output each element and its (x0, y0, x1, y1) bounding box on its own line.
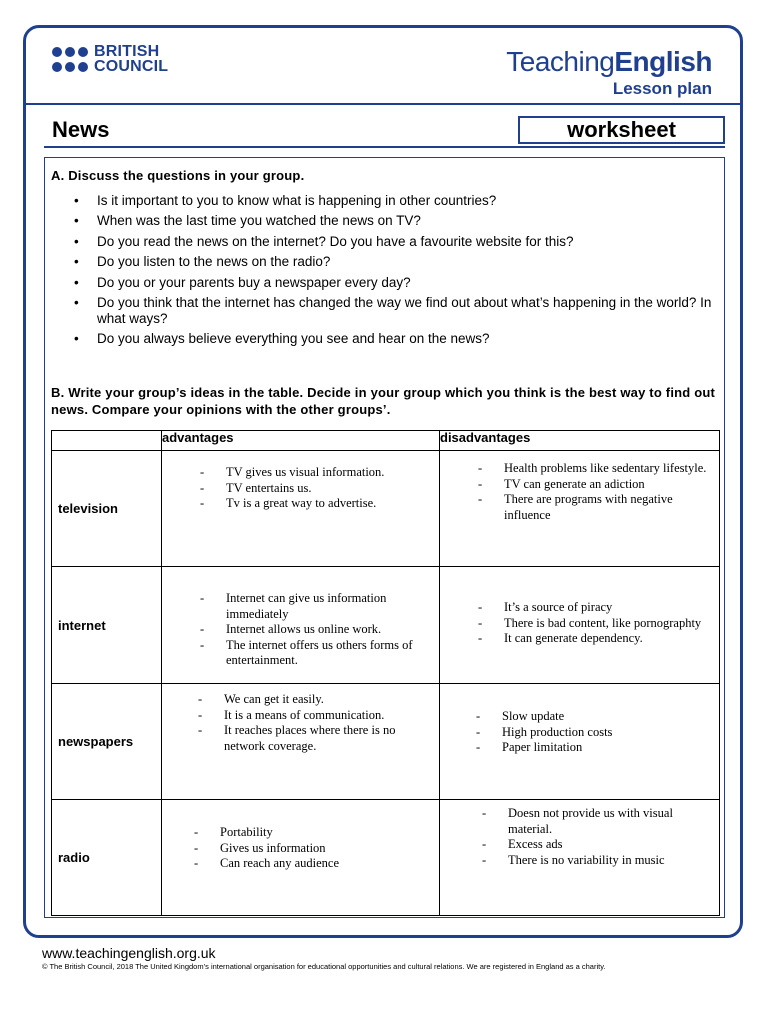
list-item[interactable]: - It reaches places where there is no network coverage. (198, 723, 439, 754)
header-advantages: advantages (162, 431, 440, 451)
question-item: • Is it important to you to know what is happening in other countries? (70, 193, 720, 209)
row-label: internet (52, 567, 162, 684)
header-divider (26, 103, 742, 105)
table-row (52, 451, 720, 567)
disadvantages-list (476, 709, 719, 756)
row-label: radio (52, 800, 162, 916)
advantages-cell (162, 567, 440, 684)
disadvantages-cell (440, 451, 720, 567)
list-item[interactable]: - TV gives us visual information. (200, 465, 439, 481)
question-item: • Do you or your parents buy a newspaper every day? (70, 275, 720, 291)
list-item[interactable]: - It can generate dependency. (478, 631, 719, 647)
advantages-list (200, 591, 439, 669)
list-item[interactable]: - Internet allows us online work. (200, 622, 439, 638)
list-item[interactable]: - Health problems like sedentary lifestyle. (478, 461, 719, 477)
list-item[interactable]: - There is bad content, like pornographty (478, 616, 719, 632)
list-item[interactable]: - There is no variability in music (482, 853, 719, 869)
section-b-heading: B. Write your group’s ideas in the table. Decide in your group which you think is the best way to find out news. Compare your opinions with the other groups’. (51, 385, 716, 417)
table-row (52, 684, 720, 800)
advantages-cell (162, 451, 440, 567)
question-item: • Do you think that the internet has changed the way we find out about what’s happening in the world? In what ways? (70, 295, 720, 327)
header-blank (52, 431, 162, 451)
te-part2: English (614, 46, 712, 77)
logo-text (94, 44, 168, 74)
list-item[interactable]: - We can get it easily. (198, 692, 439, 708)
list-item[interactable]: - Internet can give us information immediately (200, 591, 439, 622)
question-list (70, 193, 720, 352)
disadvantages-list (478, 600, 719, 647)
list-item[interactable]: - Gives us information (194, 841, 439, 857)
disadvantages-cell (440, 567, 720, 684)
title-divider (44, 146, 725, 148)
list-item[interactable]: - Slow update (476, 709, 719, 725)
question-item: • Do you listen to the news on the radio? (70, 254, 720, 270)
row-label: television (52, 451, 162, 567)
table-header-row (52, 431, 720, 451)
list-item[interactable]: - There are programs with negative influence (478, 492, 719, 523)
row-label: newspapers (52, 684, 162, 800)
table-row (52, 567, 720, 684)
list-item[interactable]: - It’s a source of piracy (478, 600, 719, 616)
question-item: • Do you always believe everything you see and hear on the news? (70, 331, 720, 347)
disadvantages-list (478, 461, 719, 523)
section-a-heading: A. Discuss the questions in your group. (51, 168, 305, 183)
list-item[interactable]: - Paper limitation (476, 740, 719, 756)
teaching-english-logo (506, 46, 712, 78)
logo-line1: BRITISH (94, 43, 160, 60)
worksheet-label: worksheet (518, 116, 725, 144)
logo-dots-icon (52, 47, 88, 72)
ideas-table (51, 430, 720, 916)
disadvantages-cell (440, 684, 720, 800)
list-item[interactable]: - Doesn not provide us with visual material. (482, 806, 719, 837)
list-item[interactable]: - Tv is a great way to advertise. (200, 496, 439, 512)
lesson-plan-label: Lesson plan (612, 79, 712, 98)
advantages-cell (162, 684, 440, 800)
list-item[interactable]: - TV entertains us. (200, 481, 439, 497)
question-item: • When was the last time you watched the news on TV? (70, 213, 720, 229)
list-item[interactable]: - High production costs (476, 725, 719, 741)
page-title: News (52, 117, 110, 142)
question-item: • Do you read the news on the internet? Do you have a favourite website for this? (70, 234, 720, 250)
teaching-english-brand (506, 46, 712, 100)
table-row (52, 800, 720, 916)
advantages-list (200, 465, 439, 512)
footer-url[interactable]: www.teachingenglish.org.uk (42, 945, 216, 961)
logo-line2: COUNCIL (94, 58, 169, 75)
te-part1: Teaching (506, 46, 615, 77)
footer-copyright: © The British Council, 2018 The United Kingdom’s international organisation for educational opportunities and cultural relations. We are registered in England as a charity. (42, 962, 606, 971)
header-disadvantages: disadvantages (440, 431, 720, 451)
advantages-list (194, 825, 439, 872)
british-council-logo (52, 44, 168, 74)
list-item[interactable]: - Portability (194, 825, 439, 841)
disadvantages-list (482, 806, 719, 868)
advantages-cell (162, 800, 440, 916)
list-item[interactable]: - Can reach any audience (194, 856, 439, 872)
list-item[interactable]: - TV can generate an adiction (478, 477, 719, 493)
list-item[interactable]: - The internet offers us others forms of entertainment. (200, 638, 439, 669)
advantages-list (198, 692, 439, 754)
disadvantages-cell (440, 800, 720, 916)
list-item[interactable]: - It is a means of communication. (198, 708, 439, 724)
list-item[interactable]: - Excess ads (482, 837, 719, 853)
